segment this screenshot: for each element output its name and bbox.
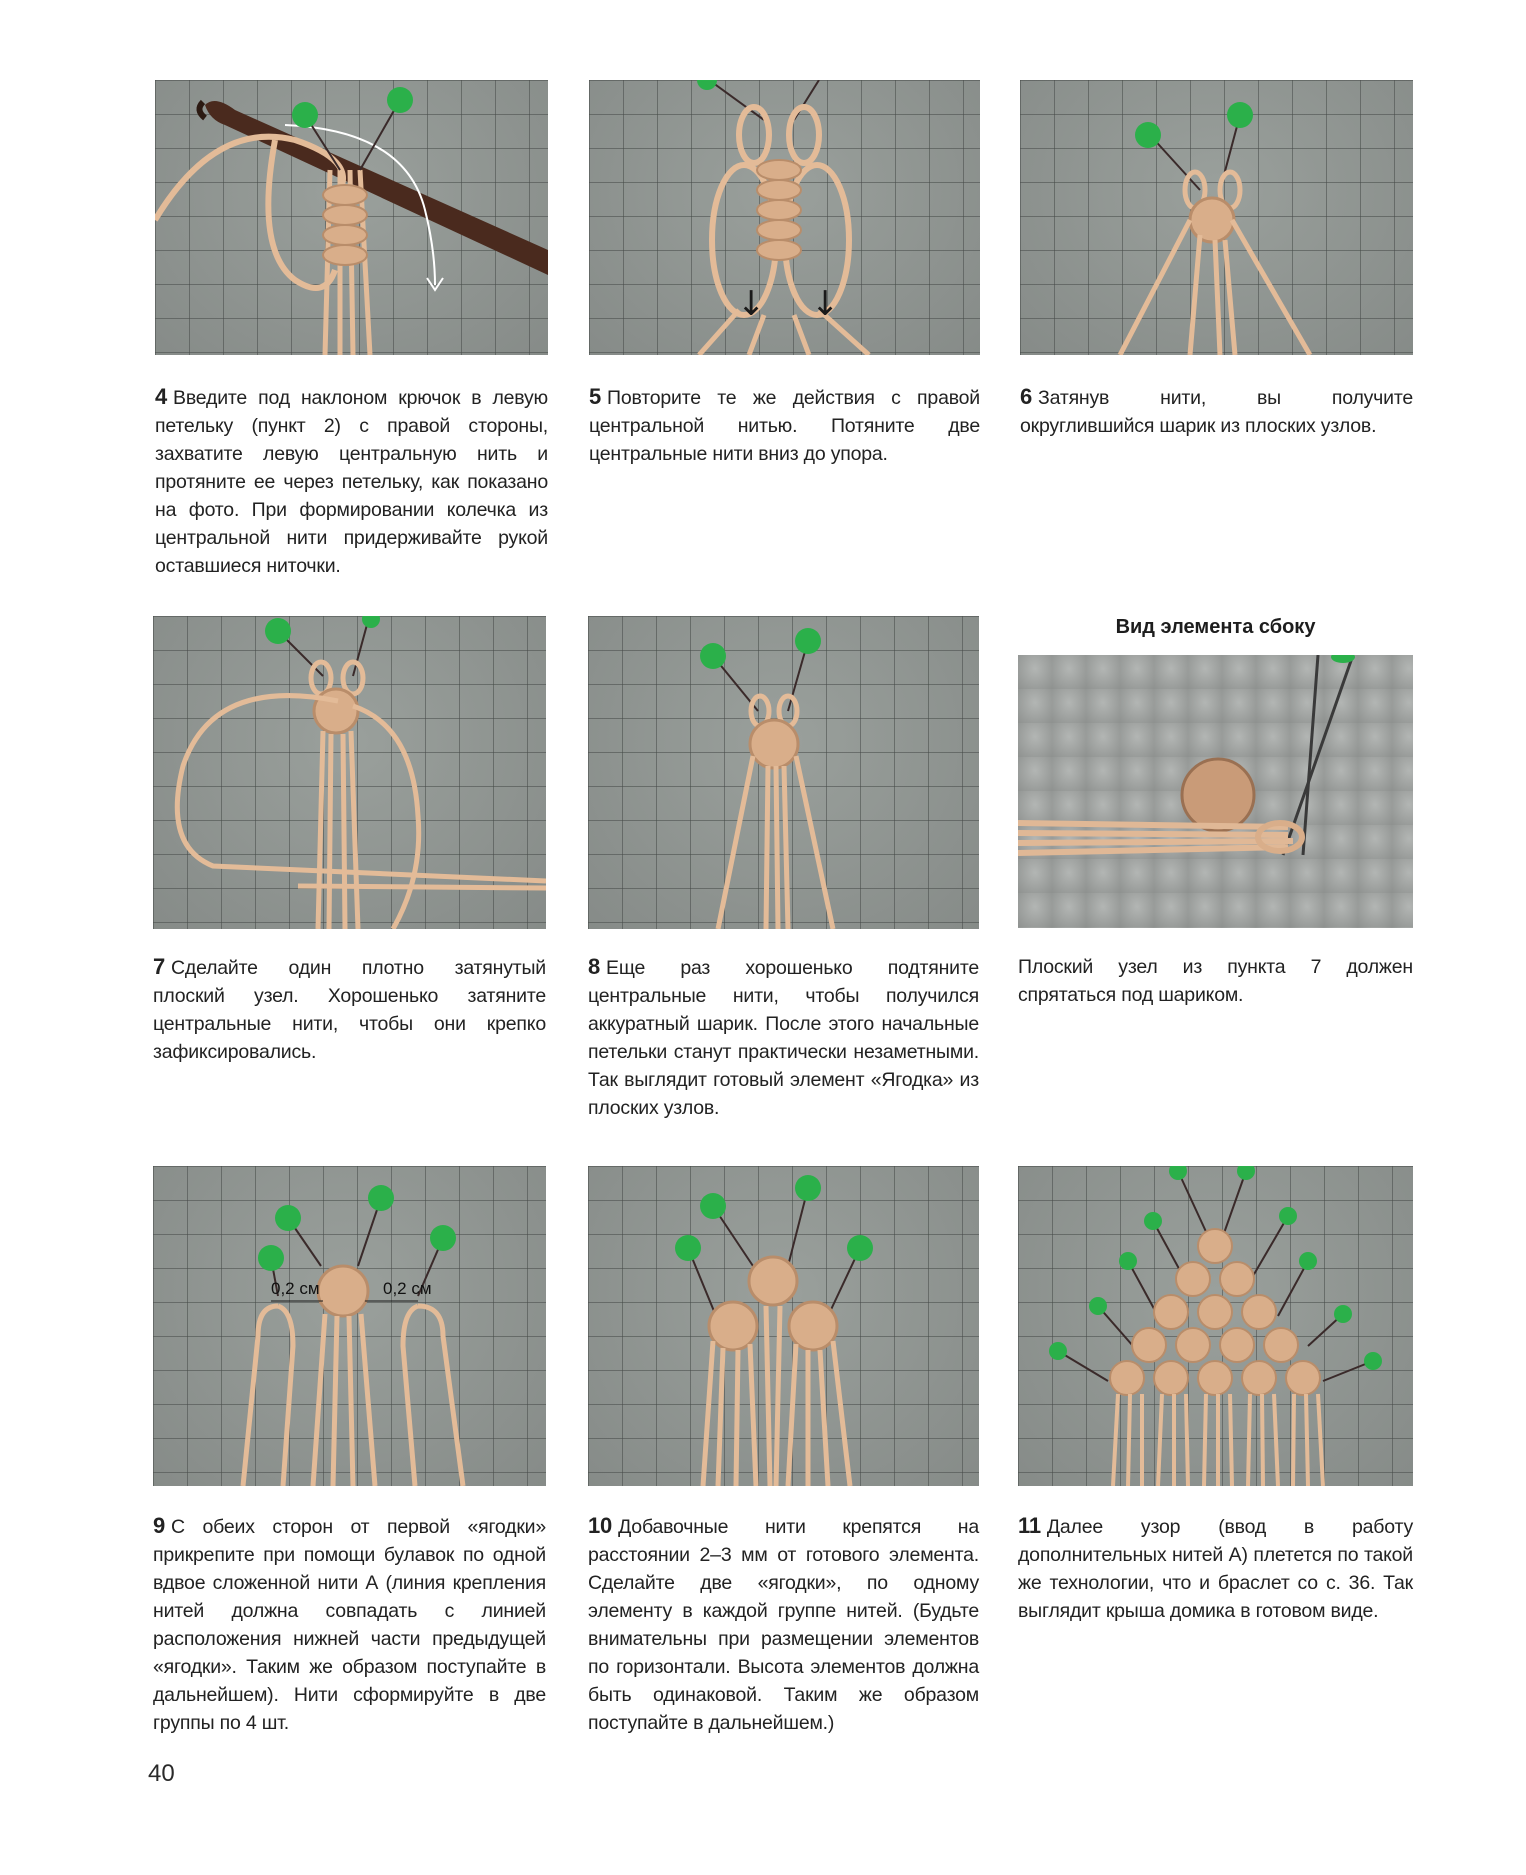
step-10-illustration [588,1166,979,1486]
step-7-caption [153,953,546,1066]
step-4-illustration [155,80,548,355]
step-text: Добавочные нити крепятся на расстоянии 2–3 мм от готового элемента. Сделайте две «ягодки», по одному элементу в каждой группе нитей. (Будьте внимательны при размещении элементов по горизонтали. Высота элементов должна быть одинаковой. Таким же образом поступайте в дальнейшем.) [588,1516,979,1734]
step-5-illustration [589,80,980,355]
step-6-caption [1020,383,1413,440]
step-6-photo [1020,80,1413,355]
page-number: 40 [148,1760,175,1787]
side-view-photo [1018,655,1413,928]
step-10-caption [588,1512,979,1737]
step-number: 8 [588,954,601,979]
step-number: 6 [1020,384,1033,409]
down-arrow-right: ↓ [811,284,840,324]
step-number: 5 [589,384,602,409]
crochet-hook [205,101,548,275]
step-10-photo [588,1166,979,1486]
pin-head [387,87,413,113]
step-4-caption [155,383,548,580]
step-number: 10 [588,1513,613,1538]
step-9-illustration [153,1166,546,1486]
step-7-illustration [153,616,546,929]
step-text: Сделайте один плотно затянутый плоский узел. Хорошенько затяните центральные нити, чтобы они крепко зафиксировались. [153,957,546,1063]
step-8-caption [588,953,979,1122]
side-view-illustration [1018,655,1413,928]
side-view-caption [1018,953,1413,1009]
measure-right-label: 0,2 см [383,1279,432,1298]
step-11-caption [1018,1512,1413,1625]
step-text: Плоский узел из пункта 7 должен спрятаться под шариком. [1018,956,1413,1006]
step-text: Еще раз хорошенько подтяните центральные нити, чтобы получился аккуратный шарик. После этого начальные петельки станут практически незаметными. Так выглядит готовый элемент «Ягодка» из плоских узлов. [588,957,979,1119]
step-5-caption [589,383,980,468]
measure-left-label: 0,2 см [271,1279,320,1298]
side-view-title: Вид элемента сбоку [1115,616,1316,638]
step-8-photo [588,616,979,929]
step-9-caption [153,1512,546,1737]
step-text: Затянув нити, вы получите округлившийся шарик из плоских узлов. [1020,387,1413,437]
step-11-photo [1018,1166,1413,1486]
step-6-illustration [1020,80,1413,355]
step-number: 4 [155,384,168,409]
step-number: 9 [153,1513,166,1538]
step-text: С обеих сторон от первой «ягодки» прикрепите при помощи булавок по одной вдвое сложенной нити А (линия крепления нитей должна совпадать с линией расположения нижней части предыдущей «ягодки». Таким же образом поступайте в дальнейшем). Нити сформируйте в две группы по 4 шт. [153,1516,546,1734]
step-4-photo [155,80,548,355]
down-arrow-left: ↓ [737,284,766,324]
step-7-photo [153,616,546,929]
step-9-photo [153,1166,546,1486]
step-text: Далее узор (ввод в работу дополнительных нитей А) плетется по такой же технологии, что и браслет со с. 36. Так выглядит крыша домика в готовом виде. [1018,1516,1413,1622]
step-8-illustration [588,616,979,929]
step-text: Повторите те же действия с правой центральной нитью. Потяните две центральные нити вниз до упора. [589,387,980,465]
step-11-illustration [1018,1166,1413,1486]
step-5-photo [589,80,980,355]
pin-head [292,102,318,128]
step-number: 7 [153,954,166,979]
step-text: Введите под наклоном крючок в левую петельку (пункт 2) с правой стороны, захватите левую центральную нить и протяните ее через петельку, как показано на фото. При формировании колечка из центральной нити придерживайте рукой оставшиеся ниточки. [155,387,548,577]
step-number: 11 [1018,1513,1041,1538]
